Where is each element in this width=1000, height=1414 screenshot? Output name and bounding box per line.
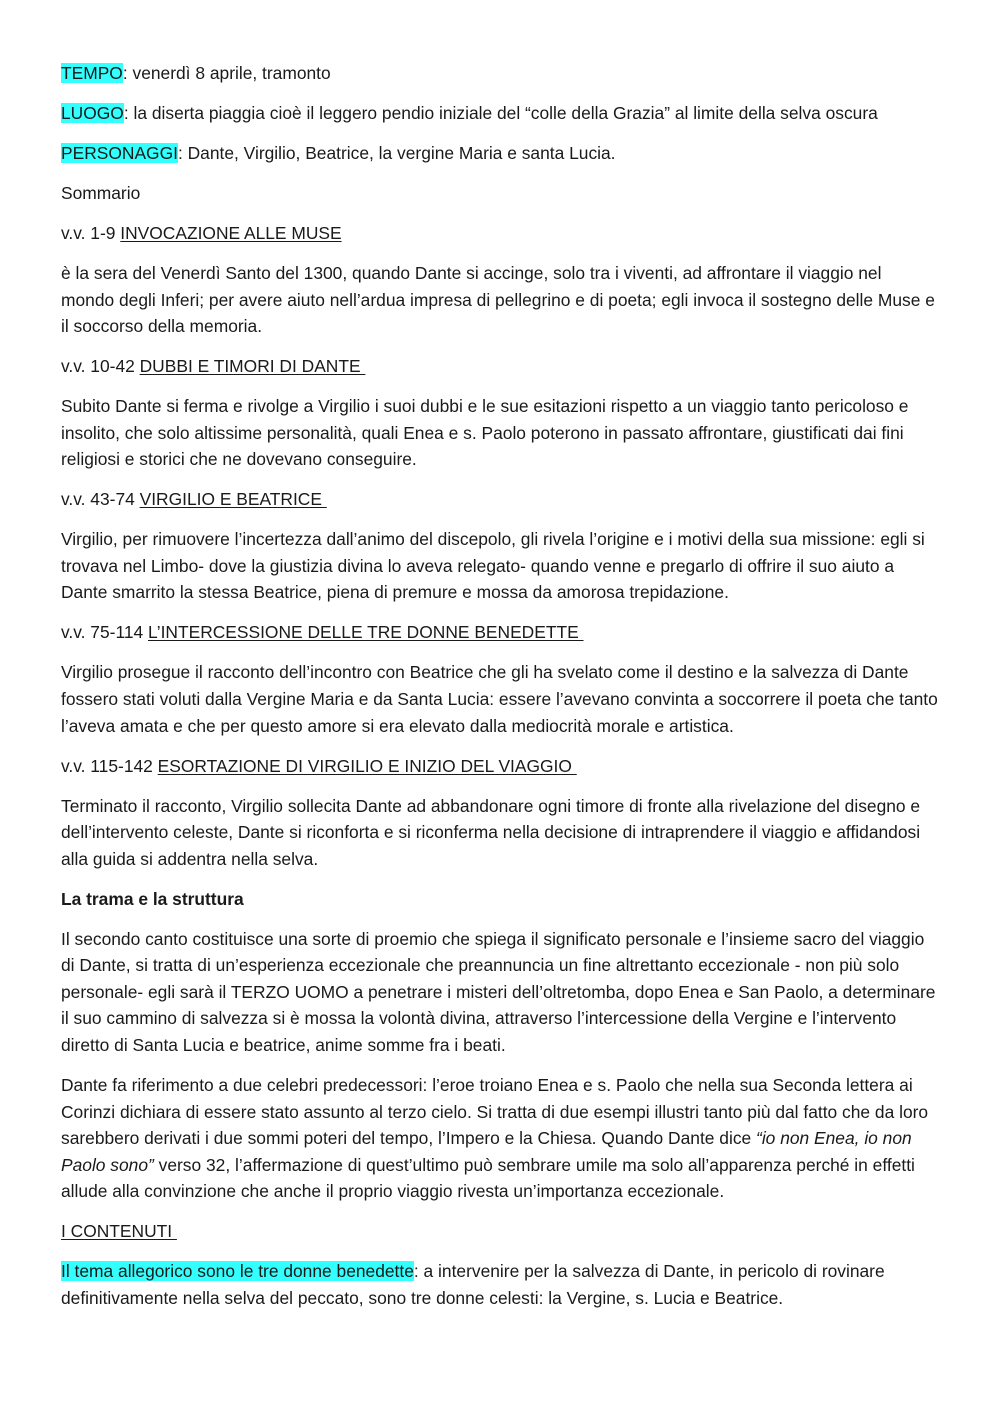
contenuti-highlight: Il tema allegorico sono le tre donne benedette [61, 1261, 414, 1282]
section-heading-1 [61, 220, 938, 247]
trama-heading: La trama e la struttura [61, 888, 244, 909]
section-title-3: VIRGILIO E BEATRICE [139, 489, 327, 510]
section-heading-3 [61, 486, 938, 513]
tempo-line [61, 60, 938, 87]
contenuti-paragraph [61, 1258, 938, 1311]
personaggi-line [61, 140, 938, 167]
contenuti-text: : a intervenire per la salvezza di Dante, in pericolo di rovinare definitivamente nella selva del peccato, sono tre donne celesti: la Vergine, s. Lucia e Beatrice. [61, 1261, 885, 1308]
contenuti-heading [61, 1218, 938, 1245]
section-text-4: Virgilio prosegue il racconto dell’incontro con Beatrice che gli ha svelato come il destino e la salvezza di Dante fossero stati voluti dalla Vergine Maria e da Santa Lucia: essere l’avevano convinta a soccorrere il poeta che tanto l’aveva amata e che per questo amore si era elevato dalla mediocrità morale e artistica. [61, 662, 938, 736]
personaggi-label: PERSONAGGI [61, 142, 178, 163]
section-text-3: Virgilio, per rimuovere l’incertezza dall’animo del discepolo, gli rivela l’origine e i motivi della sua missione: egli si trovava nel Limbo- dove la giustizia divina lo aveva relegato- quando venne e pregarlo di offrire il suo aiuto a Dante smarrito la stessa Beatrice, piena di premure e mossa da amorosa trepidazione. [61, 529, 925, 603]
tempo-value: : venerdì 8 aprile, tramonto [122, 63, 331, 83]
section-verses-2: v.v. 10-42 [61, 356, 140, 377]
section-text-5: Terminato il racconto, Virgilio sollecita Dante ad abbandonare ogni timore di fronte alla rivelazione del disegno e dell’intervento celeste, Dante si riconforta e si riconferma nella decisione di intraprendere il viaggio e affidandosi alla guida si addentra nella selva. [61, 795, 921, 869]
section-heading-5 [61, 753, 938, 780]
section-title-5: ESORTAZIONE DI VIRGILIO E INIZIO DEL VIAGGIO [157, 755, 577, 776]
section-title-4: L’INTERCESSIONE DELLE TRE DONNE BENEDETTE [148, 622, 584, 643]
trama-paragraph-1: Il secondo canto costituisce una sorte di proemio che spiega il significato personale e l’insieme sacro del viaggio di Dante, si tratta di un’esperienza eccezionale che preannuncia un fine altrettanto eccezionale - non più solo personale- egli sarà il TERZO UOMO a penetrare i misteri dell’oltretomba, dopo Enea e San Paolo, a determinare il suo cammino di salvezza si è mossa la volontà divina, attraverso l’intercessione della Vergine e l’intervento diretto di Santa Lucia e beatrice, anime somme fra i beati. [61, 928, 936, 1056]
tempo-label: TEMPO [61, 63, 123, 83]
personaggi-value: : Dante, Virgilio, Beatrice, la vergine Maria e santa Lucia. [177, 142, 616, 163]
luogo-value: : la diserta piaggia cioè il leggero pendio iniziale del “colle della Grazia” al limite della selva oscura [123, 102, 878, 123]
section-verses-5: v.v. 115-142 [61, 755, 158, 776]
section-heading-4 [61, 619, 938, 646]
section-verses-4: v.v. 75-114 [61, 622, 148, 643]
section-heading-2 [61, 353, 938, 380]
trama-paragraph-2-after: verso 32, l’affermazione di quest’ultimo può sembrare umile ma solo all’apparenza perché in effetti allude alla convinzione che anche il proprio viaggio rivesta un’importanza eccezionale. [61, 1154, 915, 1202]
section-title-1: INVOCAZIONE ALLE MUSE [120, 222, 342, 243]
trama-paragraph-2-before: Dante fa riferimento a due celebri predecessori: l’eroe troiano Enea e s. Paolo che nella sua Seconda lettera ai Corinzi dichiara di essere stato assunto al terzo cielo. Si tratta di due esempi illustri tanto più dal fatto che da loro sarebbero derivati i due sommi poteri del tempo, l’Impero e la Chiesa. Quando Dante dice [61, 1075, 929, 1149]
section-verses-3: v.v. 43-74 [61, 489, 140, 510]
section-verses-1: v.v. 1-9 [61, 222, 121, 243]
luogo-line [61, 100, 938, 127]
section-title-2: DUBBI E TIMORI DI DANTE [139, 356, 366, 377]
section-text-2: Subito Dante si ferma e rivolge a Virgilio i suoi dubbi e le sue esitazioni rispetto a un viaggio tanto pericoloso e insolito, che solo altissime personalità, quali Enea e s. Paolo poterono in passato affrontare, giustificati dai fini religiosi e storici che ne dovevano conseguire. [61, 396, 909, 470]
trama-quote: “io non Enea, io non Paolo sono” [61, 1128, 912, 1175]
summary-heading: Sommario [61, 182, 141, 203]
luogo-label: LUOGO [61, 102, 124, 123]
trama-paragraph-2 [61, 1072, 938, 1205]
section-text-1: è la sera del Venerdì Santo del 1300, quando Dante si accinge, solo tra i viventi, ad affrontare il viaggio nel mondo degli Inferi; per avere aiuto nell’ardua impresa di pellegrino e di poeta; egli invoca il sostegno delle Muse e il soccorso della memoria. [61, 262, 935, 337]
contenuti-heading-text: I CONTENUTI [61, 1221, 177, 1242]
